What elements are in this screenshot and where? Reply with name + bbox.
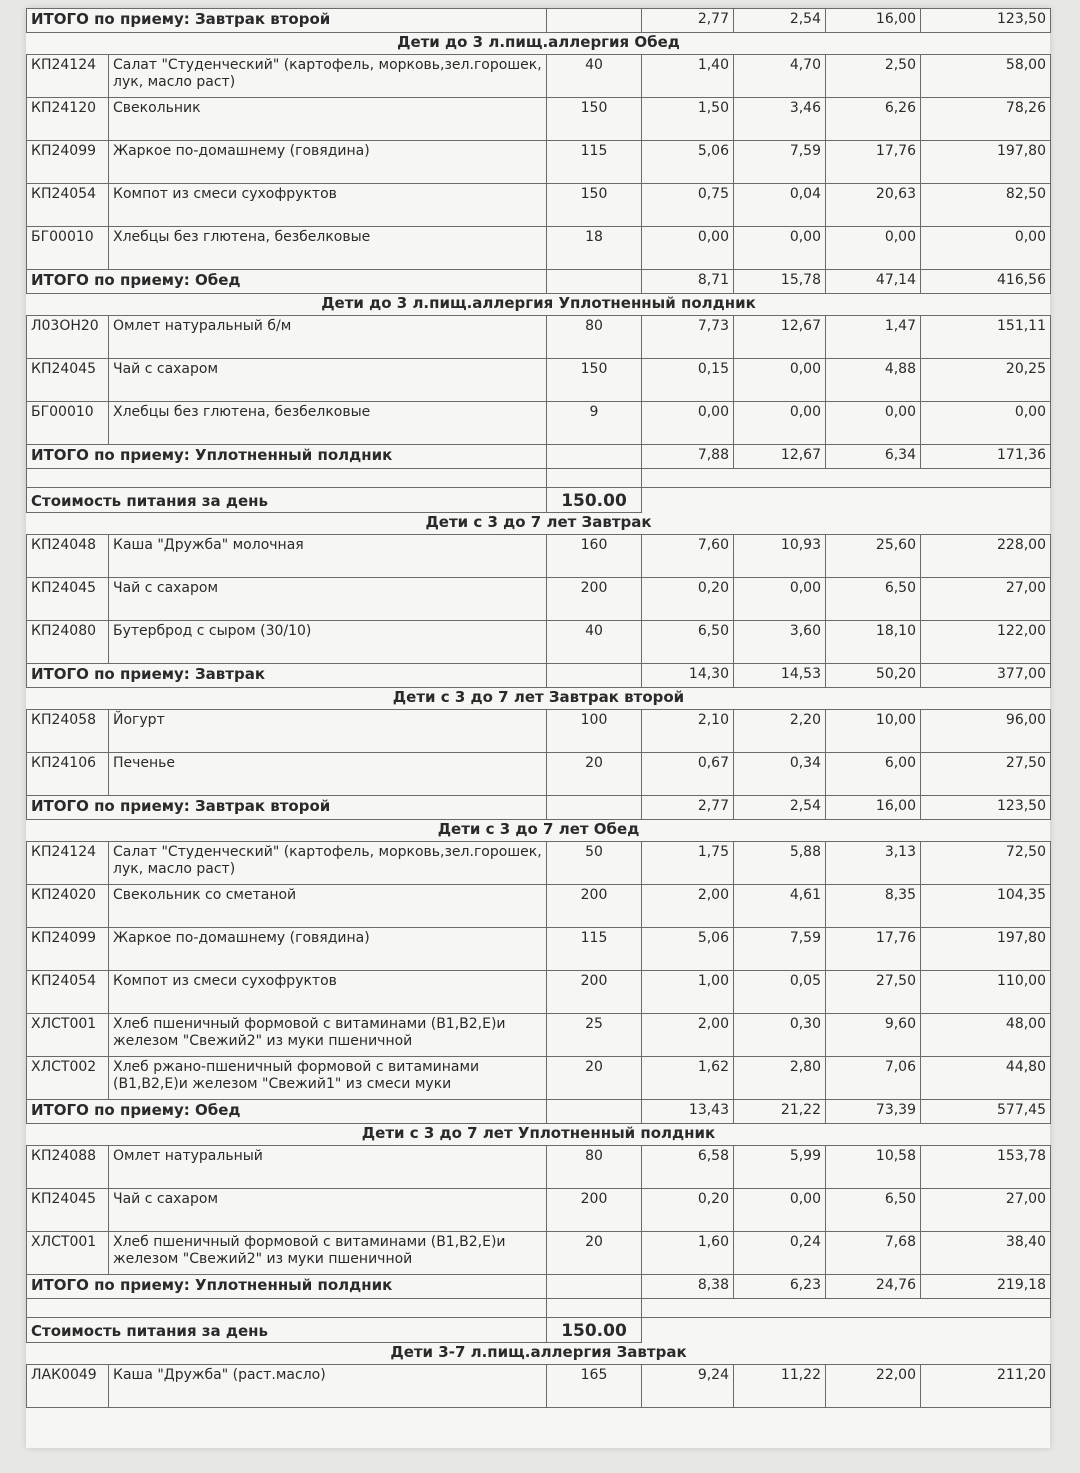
protein-value: 5,06: [642, 928, 734, 971]
dish-weight: 150: [547, 359, 642, 402]
section-header-row: [27, 1343, 1051, 1365]
dish-code: БГ00010: [27, 227, 109, 270]
dish-code: ЛАК0049: [27, 1365, 109, 1408]
daily-cost-label: Стоимость питания за день: [27, 488, 547, 513]
energy-value: 96,00: [921, 710, 1051, 753]
total-fat: 21,22: [734, 1100, 826, 1124]
dish-row: [27, 928, 1051, 971]
blank-cell: [27, 469, 547, 488]
dish-weight: 200: [547, 885, 642, 928]
total-energy: 123,50: [921, 9, 1051, 33]
total-carbs: 24,76: [826, 1275, 921, 1299]
energy-value: 197,80: [921, 141, 1051, 184]
protein-value: 2,00: [642, 885, 734, 928]
total-label: ИТОГО по приему: Уплотненный полдник: [27, 1275, 547, 1299]
total-label: ИТОГО по приему: Завтрак второй: [27, 796, 547, 820]
dish-weight: 165: [547, 1365, 642, 1408]
dish-code: КП24124: [27, 842, 109, 885]
total-protein: 2,77: [642, 9, 734, 33]
section-title: Дети 3-7 л.пищ.аллергия Завтрак: [390, 1343, 687, 1361]
dish-row: [27, 1057, 1051, 1100]
fat-value: 7,59: [734, 141, 826, 184]
carbs-value: 3,13: [826, 842, 921, 885]
dish-weight: 25: [547, 1014, 642, 1057]
protein-value: 6,50: [642, 621, 734, 664]
dish-row: [27, 1365, 1051, 1408]
protein-value: 1,40: [642, 55, 734, 98]
total-carbs: 50,20: [826, 664, 921, 688]
total-label: ИТОГО по приему: Завтрак: [27, 664, 547, 688]
dish-row: [27, 316, 1051, 359]
energy-value: 38,40: [921, 1232, 1051, 1275]
blank-cell: [642, 469, 1051, 488]
dish-weight: 40: [547, 55, 642, 98]
carbs-value: 8,35: [826, 885, 921, 928]
dish-name: Чай с сахаром: [109, 359, 547, 402]
section-header-row: [27, 1124, 1051, 1146]
total-energy: 123,50: [921, 796, 1051, 820]
dish-name: Чай с сахаром: [109, 578, 547, 621]
dish-weight: 150: [547, 184, 642, 227]
total-weight-cell: [547, 445, 642, 469]
daily-cost-value: 150.00: [547, 1318, 642, 1343]
carbs-value: 4,88: [826, 359, 921, 402]
meal-total-row: [27, 796, 1051, 820]
dish-code: КП24120: [27, 98, 109, 141]
dish-weight: 50: [547, 842, 642, 885]
energy-value: 104,35: [921, 885, 1051, 928]
protein-value: 2,10: [642, 710, 734, 753]
total-energy: 416,56: [921, 270, 1051, 294]
energy-value: 0,00: [921, 402, 1051, 445]
fat-value: 0,00: [734, 578, 826, 621]
dish-name: Жаркое по-домашнему (говядина): [109, 141, 547, 184]
total-energy: 171,36: [921, 445, 1051, 469]
dish-name: Хлеб пшеничный формовой с витаминами (В1,В2,Е)и железом "Свежий2" из муки пшеничной: [109, 1014, 547, 1057]
dish-name: Хлеб ржано-пшеничный формовой с витаминами (В1,В2,Е)и железом "Свежий1" из смеси муки: [109, 1057, 547, 1100]
carbs-value: 17,76: [826, 141, 921, 184]
protein-value: 1,62: [642, 1057, 734, 1100]
carbs-value: 6,50: [826, 1189, 921, 1232]
fat-value: 0,05: [734, 971, 826, 1014]
total-weight-cell: [547, 664, 642, 688]
dish-code: ХЛСТ001: [27, 1232, 109, 1275]
carbs-value: 0,00: [826, 227, 921, 270]
total-carbs: 47,14: [826, 270, 921, 294]
meal-total-row: [27, 1100, 1051, 1124]
carbs-value: 7,06: [826, 1057, 921, 1100]
fat-value: 12,67: [734, 316, 826, 359]
dish-row: [27, 885, 1051, 928]
carbs-value: 10,00: [826, 710, 921, 753]
energy-value: 44,80: [921, 1057, 1051, 1100]
total-carbs: 16,00: [826, 796, 921, 820]
total-weight-cell: [547, 1275, 642, 1299]
fat-value: 11,22: [734, 1365, 826, 1408]
total-fat: 14,53: [734, 664, 826, 688]
energy-value: 211,20: [921, 1365, 1051, 1408]
carbs-value: 6,50: [826, 578, 921, 621]
blank-row: [27, 469, 1051, 488]
fat-value: 5,88: [734, 842, 826, 885]
dish-row: [27, 578, 1051, 621]
fat-value: 3,60: [734, 621, 826, 664]
total-weight-cell: [547, 9, 642, 33]
dish-name: Йогурт: [109, 710, 547, 753]
fat-value: 7,59: [734, 928, 826, 971]
carbs-value: 0,00: [826, 402, 921, 445]
energy-value: 27,00: [921, 1189, 1051, 1232]
total-label: ИТОГО по приему: Обед: [27, 1100, 547, 1124]
dish-row: [27, 971, 1051, 1014]
dish-weight: 20: [547, 1232, 642, 1275]
protein-value: 0,00: [642, 402, 734, 445]
fat-value: 0,00: [734, 1189, 826, 1232]
section-header-row: [27, 688, 1051, 710]
section-title: Дети с 3 до 7 лет Уплотненный полдник: [361, 1124, 716, 1142]
fat-value: 5,99: [734, 1146, 826, 1189]
dish-name: Жаркое по-домашнему (говядина): [109, 928, 547, 971]
fat-value: 0,34: [734, 753, 826, 796]
fat-value: 0,04: [734, 184, 826, 227]
fat-value: 4,70: [734, 55, 826, 98]
carbs-value: 17,76: [826, 928, 921, 971]
section-title: Дети с 3 до 7 лет Завтрак второй: [392, 688, 685, 706]
menu-table-body: [27, 9, 1051, 1408]
dish-code: КП24045: [27, 359, 109, 402]
blank-cell: [547, 469, 642, 488]
protein-value: 0,15: [642, 359, 734, 402]
section-header-row: [27, 513, 1051, 535]
energy-value: 27,00: [921, 578, 1051, 621]
total-protein: 13,43: [642, 1100, 734, 1124]
total-fat: 12,67: [734, 445, 826, 469]
dish-weight: 115: [547, 141, 642, 184]
dish-row: [27, 1189, 1051, 1232]
blank-cell: [642, 1299, 1051, 1318]
dish-code: КП24088: [27, 1146, 109, 1189]
dish-weight: 100: [547, 710, 642, 753]
section-title: Дети с 3 до 7 лет Обед: [437, 820, 640, 838]
dish-row: [27, 98, 1051, 141]
daily-cost-label: Стоимость питания за день: [27, 1318, 547, 1343]
energy-value: 48,00: [921, 1014, 1051, 1057]
dish-weight: 20: [547, 1057, 642, 1100]
carbs-value: 7,68: [826, 1232, 921, 1275]
dish-name: Бутерброд с сыром (30/10): [109, 621, 547, 664]
blank-row: [27, 1299, 1051, 1318]
dish-weight: 40: [547, 621, 642, 664]
dish-name: Компот из смеси сухофруктов: [109, 971, 547, 1014]
dish-row: [27, 753, 1051, 796]
dish-row: [27, 55, 1051, 98]
dish-code: Л03ОН20: [27, 316, 109, 359]
carbs-value: 25,60: [826, 535, 921, 578]
section-header-row: [27, 820, 1051, 842]
energy-value: 78,26: [921, 98, 1051, 141]
dish-row: [27, 1146, 1051, 1189]
dish-code: КП24054: [27, 184, 109, 227]
protein-value: 1,60: [642, 1232, 734, 1275]
dish-weight: 200: [547, 578, 642, 621]
total-fat: 2,54: [734, 796, 826, 820]
protein-value: 0,67: [642, 753, 734, 796]
fat-value: 0,00: [734, 227, 826, 270]
dish-weight: 80: [547, 316, 642, 359]
dish-name: Каша "Дружба" молочная: [109, 535, 547, 578]
dish-name: Салат "Студенческий" (картофель, морковь,зел.горошек, лук, масло раст): [109, 55, 547, 98]
dish-name: Хлеб пшеничный формовой с витаминами (В1,В2,Е)и железом "Свежий2" из муки пшеничной: [109, 1232, 547, 1275]
total-protein: 8,71: [642, 270, 734, 294]
daily-cost-row: [27, 488, 1051, 513]
dish-name: Компот из смеси сухофруктов: [109, 184, 547, 227]
total-label: ИТОГО по приему: Завтрак второй: [27, 9, 547, 33]
fat-value: 2,80: [734, 1057, 826, 1100]
meal-total-row: [27, 1275, 1051, 1299]
dish-code: КП24099: [27, 928, 109, 971]
fat-value: 10,93: [734, 535, 826, 578]
section-header-row: [27, 33, 1051, 55]
blank-cell: [27, 1299, 547, 1318]
dish-weight: 80: [547, 1146, 642, 1189]
section-title: Дети до 3 л.пищ.аллергия Уплотненный полдник: [321, 294, 756, 312]
dish-row: [27, 1014, 1051, 1057]
energy-value: 122,00: [921, 621, 1051, 664]
dish-name: Свекольник: [109, 98, 547, 141]
carbs-value: 9,60: [826, 1014, 921, 1057]
dish-weight: 150: [547, 98, 642, 141]
dish-name: Хлебцы без глютена, безбелковые: [109, 402, 547, 445]
meal-total-row: [27, 9, 1051, 33]
dish-code: КП24058: [27, 710, 109, 753]
protein-value: 5,06: [642, 141, 734, 184]
menu-table: [26, 8, 1051, 1408]
energy-value: 72,50: [921, 842, 1051, 885]
dish-name: Хлебцы без глютена, безбелковые: [109, 227, 547, 270]
carbs-value: 10,58: [826, 1146, 921, 1189]
dish-row: [27, 710, 1051, 753]
dish-row: [27, 141, 1051, 184]
total-energy: 377,00: [921, 664, 1051, 688]
dish-name: Омлет натуральный б/м: [109, 316, 547, 359]
carbs-value: 1,47: [826, 316, 921, 359]
total-label: ИТОГО по приему: Уплотненный полдник: [27, 445, 547, 469]
protein-value: 7,60: [642, 535, 734, 578]
daily-cost-value: 150.00: [547, 488, 642, 513]
total-weight-cell: [547, 270, 642, 294]
dish-row: [27, 402, 1051, 445]
total-fat: 15,78: [734, 270, 826, 294]
meal-total-row: [27, 445, 1051, 469]
dish-row: [27, 535, 1051, 578]
fat-value: 0,30: [734, 1014, 826, 1057]
energy-value: 20,25: [921, 359, 1051, 402]
total-protein: 8,38: [642, 1275, 734, 1299]
energy-value: 197,80: [921, 928, 1051, 971]
total-carbs: 73,39: [826, 1100, 921, 1124]
total-weight-cell: [547, 796, 642, 820]
total-carbs: 6,34: [826, 445, 921, 469]
dish-code: КП24020: [27, 885, 109, 928]
dish-code: КП24045: [27, 578, 109, 621]
dish-weight: 20: [547, 753, 642, 796]
carbs-value: 2,50: [826, 55, 921, 98]
section-title: Дети с 3 до 7 лет Завтрак: [425, 513, 652, 531]
daily-cost-empty: [642, 488, 1051, 513]
total-weight-cell: [547, 1100, 642, 1124]
dish-code: ХЛСТ001: [27, 1014, 109, 1057]
fat-value: 0,00: [734, 359, 826, 402]
carbs-value: 20,63: [826, 184, 921, 227]
dish-weight: 115: [547, 928, 642, 971]
protein-value: 0,20: [642, 578, 734, 621]
total-label: ИТОГО по приему: Обед: [27, 270, 547, 294]
dish-name: Салат "Студенческий" (картофель, морковь,зел.горошек, лук, масло раст): [109, 842, 547, 885]
daily-cost-row: [27, 1318, 1051, 1343]
dish-row: [27, 621, 1051, 664]
energy-value: 228,00: [921, 535, 1051, 578]
dish-row: [27, 227, 1051, 270]
dish-code: КП24048: [27, 535, 109, 578]
total-fat: 2,54: [734, 9, 826, 33]
protein-value: 1,00: [642, 971, 734, 1014]
dish-weight: 200: [547, 1189, 642, 1232]
carbs-value: 6,26: [826, 98, 921, 141]
dish-code: КП24106: [27, 753, 109, 796]
carbs-value: 27,50: [826, 971, 921, 1014]
dish-weight: 200: [547, 971, 642, 1014]
energy-value: 82,50: [921, 184, 1051, 227]
section-header-row: [27, 294, 1051, 316]
dish-name: Каша "Дружба" (раст.масло): [109, 1365, 547, 1408]
energy-value: 151,11: [921, 316, 1051, 359]
protein-value: 6,58: [642, 1146, 734, 1189]
dish-name: Чай с сахаром: [109, 1189, 547, 1232]
total-energy: 577,45: [921, 1100, 1051, 1124]
total-protein: 2,77: [642, 796, 734, 820]
energy-value: 110,00: [921, 971, 1051, 1014]
daily-cost-empty: [642, 1318, 1051, 1343]
dish-code: КП24045: [27, 1189, 109, 1232]
total-carbs: 16,00: [826, 9, 921, 33]
protein-value: 0,75: [642, 184, 734, 227]
carbs-value: 18,10: [826, 621, 921, 664]
energy-value: 27,50: [921, 753, 1051, 796]
dish-weight: 9: [547, 402, 642, 445]
protein-value: 1,50: [642, 98, 734, 141]
protein-value: 1,75: [642, 842, 734, 885]
protein-value: 0,00: [642, 227, 734, 270]
dish-row: [27, 359, 1051, 402]
protein-value: 7,73: [642, 316, 734, 359]
dish-weight: 18: [547, 227, 642, 270]
section-title: Дети до 3 л.пищ.аллергия Обед: [397, 33, 680, 51]
carbs-value: 22,00: [826, 1365, 921, 1408]
dish-row: [27, 1232, 1051, 1275]
dish-code: КП24054: [27, 971, 109, 1014]
dish-name: Омлет натуральный: [109, 1146, 547, 1189]
fat-value: 0,00: [734, 402, 826, 445]
total-energy: 219,18: [921, 1275, 1051, 1299]
fat-value: 0,24: [734, 1232, 826, 1275]
total-protein: 7,88: [642, 445, 734, 469]
energy-value: 153,78: [921, 1146, 1051, 1189]
menu-sheet: [26, 8, 1050, 1448]
protein-value: 2,00: [642, 1014, 734, 1057]
protein-value: 0,20: [642, 1189, 734, 1232]
energy-value: 0,00: [921, 227, 1051, 270]
fat-value: 3,46: [734, 98, 826, 141]
dish-name: Печенье: [109, 753, 547, 796]
meal-total-row: [27, 664, 1051, 688]
fat-value: 2,20: [734, 710, 826, 753]
blank-cell: [547, 1299, 642, 1318]
dish-weight: 160: [547, 535, 642, 578]
dish-code: КП24124: [27, 55, 109, 98]
dish-row: [27, 842, 1051, 885]
protein-value: 9,24: [642, 1365, 734, 1408]
meal-total-row: [27, 270, 1051, 294]
fat-value: 4,61: [734, 885, 826, 928]
carbs-value: 6,00: [826, 753, 921, 796]
dish-code: БГ00010: [27, 402, 109, 445]
energy-value: 58,00: [921, 55, 1051, 98]
dish-code: КП24080: [27, 621, 109, 664]
dish-code: КП24099: [27, 141, 109, 184]
dish-row: [27, 184, 1051, 227]
dish-code: ХЛСТ002: [27, 1057, 109, 1100]
total-protein: 14,30: [642, 664, 734, 688]
total-fat: 6,23: [734, 1275, 826, 1299]
dish-name: Свекольник со сметаной: [109, 885, 547, 928]
